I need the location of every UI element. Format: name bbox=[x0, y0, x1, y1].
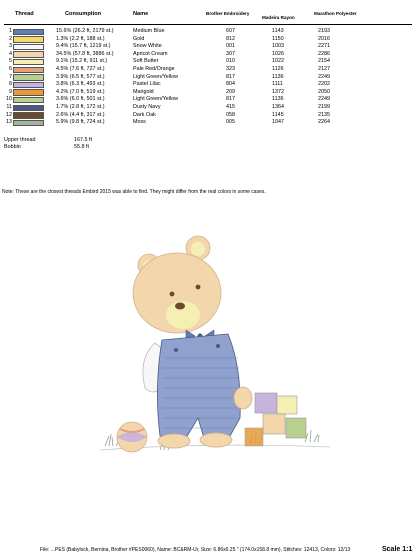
thread-color-swatch bbox=[13, 36, 44, 42]
note-text: Note: These are the closest threads Embird 2015 was able to find. They might differ from the real colors in some cases. bbox=[2, 189, 266, 195]
marathon-code: 2271 bbox=[318, 43, 330, 50]
brother-code: 010 bbox=[226, 58, 235, 65]
madeira-code: 1143 bbox=[272, 28, 284, 34]
brother-code: 817 bbox=[226, 73, 235, 80]
marathon-code: 2264 bbox=[318, 119, 330, 126]
thread-color-swatch bbox=[13, 89, 44, 95]
bobbin-label: Bobbin bbox=[4, 144, 21, 150]
marathon-code: 2050 bbox=[318, 88, 330, 95]
madeira-code: 1022 bbox=[272, 58, 284, 65]
thread-number: 13 bbox=[6, 119, 12, 126]
brother-code: 307 bbox=[226, 50, 235, 57]
thread-consumption: 9.1% (15.2 ft, 911 st.) bbox=[56, 58, 108, 65]
thread-name: Dark Oak bbox=[133, 111, 156, 118]
thread-row bbox=[0, 74, 416, 82]
bear-overalls bbox=[157, 334, 240, 438]
header-divider bbox=[4, 24, 412, 25]
thread-consumption: 3.9% (6.5 ft, 577 st.) bbox=[56, 73, 105, 80]
madeira-code: 1364 bbox=[272, 104, 284, 110]
thread-number: 8 bbox=[9, 81, 12, 88]
thread-row bbox=[0, 36, 416, 44]
brother-code: 323 bbox=[226, 66, 235, 72]
thread-consumption: 1.3% (2.2 ft, 188 st.) bbox=[56, 35, 105, 42]
thread-consumption: 9.4% (15.7 ft, 1219 st.) bbox=[56, 43, 111, 50]
thread-row bbox=[0, 51, 416, 59]
thread-consumption: 3.6% (6.0 ft, 501 st.) bbox=[56, 96, 105, 103]
embroidery-design-preview bbox=[100, 228, 330, 478]
marathon-code: 2286 bbox=[318, 50, 330, 57]
thread-row bbox=[0, 81, 416, 89]
thread-number: 7 bbox=[9, 73, 12, 80]
marathon-code: 2135 bbox=[318, 111, 330, 118]
thread-color-swatch bbox=[13, 44, 44, 50]
thread-consumption: 2.6% (4.4 ft, 317 st.) bbox=[56, 111, 105, 118]
brother-code: 005 bbox=[226, 119, 235, 126]
thread-consumption: 34.5% (57.8 ft, 3886 st.) bbox=[56, 50, 114, 57]
madeira-code: 1003 bbox=[272, 43, 284, 50]
thread-row bbox=[0, 112, 416, 120]
brother-code: 001 bbox=[226, 43, 235, 50]
thread-name: Medium Blue bbox=[133, 28, 165, 34]
thread-color-swatch bbox=[13, 82, 44, 88]
bobbin-row bbox=[4, 144, 89, 150]
brother-code: 812 bbox=[226, 35, 235, 42]
brother-code: 415 bbox=[226, 104, 235, 110]
thread-consumption: 4.2% (7.0 ft, 519 st.) bbox=[56, 88, 105, 95]
thread-row bbox=[0, 28, 416, 36]
thread-number: 2 bbox=[9, 35, 12, 42]
header-madeira: Madeira Rayon bbox=[262, 15, 295, 20]
thread-name: Moss bbox=[133, 119, 146, 126]
marathon-code: 2199 bbox=[318, 104, 330, 110]
ball bbox=[117, 422, 147, 452]
thread-number: 5 bbox=[9, 58, 12, 65]
thread-consumption: 5.9% (9.8 ft, 724 st.) bbox=[56, 119, 105, 126]
upper-thread-value: 167.5 ft bbox=[74, 137, 92, 143]
thread-row bbox=[0, 43, 416, 51]
thread-name: Marigold bbox=[133, 88, 154, 95]
upper-thread-row bbox=[4, 137, 92, 143]
thread-number: 12 bbox=[6, 111, 12, 118]
scale-label: Scale 1:1 bbox=[382, 546, 413, 553]
thread-consumption: 1.7% (2.8 ft, 172 st.) bbox=[56, 104, 105, 110]
thread-name: Gold bbox=[133, 35, 145, 42]
thread-name: Pale Red/Orange bbox=[133, 66, 175, 72]
marathon-code: 2202 bbox=[318, 81, 330, 88]
thread-consumption: 3.8% (6.3 ft, 493 st.) bbox=[56, 81, 105, 88]
marathon-code: 2249 bbox=[318, 96, 330, 103]
marathon-code: 2249 bbox=[318, 73, 330, 80]
brother-code: 607 bbox=[226, 28, 235, 34]
thread-color-swatch bbox=[13, 120, 44, 126]
thread-consumption: 15.6% (26.2 ft, 2179 st.) bbox=[56, 28, 114, 34]
header-consumption: Consumption bbox=[65, 11, 102, 17]
marathon-code: 2154 bbox=[318, 58, 330, 65]
madeira-code: 1026 bbox=[272, 50, 284, 57]
thread-number: 4 bbox=[9, 50, 12, 57]
madeira-code: 1145 bbox=[272, 111, 284, 118]
madeira-code: 1111 bbox=[272, 81, 283, 88]
file-info-footer: File: ...PES (Babylock, Bernina, Brother #PES0060), Name: BC&RM-Ur, Size: 6.86x6.25 " (174.0x158.8 mm), Stitches: 12413, Colors: 12/13 bbox=[40, 547, 351, 553]
thread-color-swatch bbox=[13, 105, 44, 111]
thread-name: Dusty Navy bbox=[133, 104, 161, 110]
thread-color-swatch bbox=[13, 59, 44, 65]
thread-number: 9 bbox=[9, 88, 12, 95]
brother-code: 817 bbox=[226, 96, 235, 103]
madeira-code: 1136 bbox=[272, 96, 284, 103]
thread-name: Pastel Lilac bbox=[133, 81, 161, 88]
thread-number: 1 bbox=[9, 28, 12, 34]
thread-row bbox=[0, 119, 416, 127]
thread-color-swatch bbox=[13, 112, 44, 118]
header-marathon: Marathon Polyester bbox=[314, 11, 357, 16]
brother-code: 058 bbox=[226, 111, 235, 118]
thread-row bbox=[0, 104, 416, 112]
madeira-code: 1047 bbox=[272, 119, 284, 126]
thread-name: Apricot Cream bbox=[133, 50, 168, 57]
upper-thread-label: Upper thread bbox=[4, 137, 36, 143]
marathon-code: 2127 bbox=[318, 66, 330, 72]
madeira-code: 1372 bbox=[272, 88, 284, 95]
toy-blocks bbox=[245, 393, 306, 446]
thread-color-swatch bbox=[13, 67, 44, 73]
thread-consumption: 4.5% (7.6 ft, 727 st.) bbox=[56, 66, 105, 72]
thread-number: 11 bbox=[6, 104, 12, 110]
thread-number: 10 bbox=[6, 96, 12, 103]
thread-row bbox=[0, 89, 416, 97]
brother-code: 209 bbox=[226, 88, 235, 95]
marathon-code: 2016 bbox=[318, 35, 330, 42]
thread-row bbox=[0, 58, 416, 66]
thread-name: Snow White bbox=[133, 43, 162, 50]
thread-color-swatch bbox=[13, 29, 44, 35]
header-thread: Thread bbox=[15, 11, 34, 17]
thread-name: Light Green/Yellow bbox=[133, 96, 179, 103]
madeira-code: 1136 bbox=[272, 73, 284, 80]
marathon-code: 2193 bbox=[318, 28, 330, 34]
thread-number: 6 bbox=[9, 66, 12, 72]
thread-color-swatch bbox=[13, 51, 44, 57]
brother-code: 804 bbox=[226, 81, 235, 88]
thread-number: 3 bbox=[9, 43, 12, 50]
madeira-code: 1126 bbox=[272, 66, 284, 72]
thread-color-swatch bbox=[13, 97, 44, 103]
thread-row bbox=[0, 66, 416, 74]
bobbin-value: 55.8 ft bbox=[74, 144, 89, 150]
header-brother: Brother Embroidery bbox=[206, 11, 250, 16]
thread-name: Soft Butter bbox=[133, 58, 159, 65]
madeira-code: 1150 bbox=[272, 35, 284, 42]
thread-color-swatch bbox=[13, 74, 44, 80]
thread-name: Light Green/Yellow bbox=[133, 73, 179, 80]
header-name: Name bbox=[133, 11, 149, 17]
thread-row bbox=[0, 96, 416, 104]
